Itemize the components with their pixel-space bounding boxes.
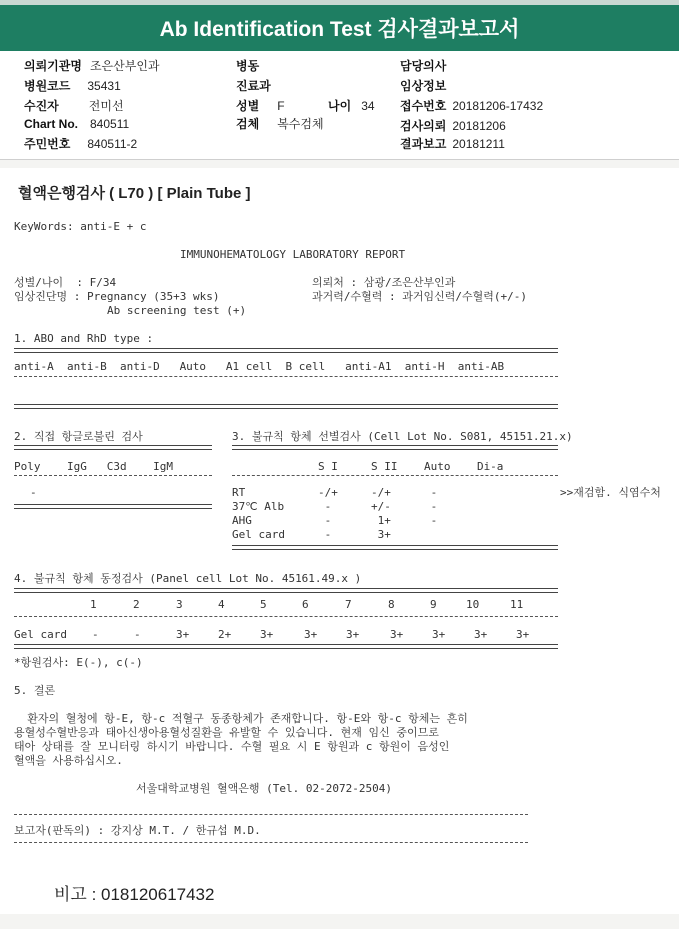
panel-value: - [92,628,99,641]
hospital-line: 서울대학교병원 혈액은행 (Tel. 02-2072-2504) [136,782,392,795]
remarks-note: 비고 : 018120617432 [54,885,215,904]
lab-report-title: IMMUNOHEMATOLOGY LABORATORY REPORT [180,248,406,261]
chart-no-field: Chart No. 840511 [24,117,130,131]
conclusion-heading: 5. 결론 [14,684,56,697]
conclusion-line: 혈액을 사용하십시오. [14,754,123,767]
report-title-bar [0,0,679,51]
hospital-code-field: 병원코드 35431 [24,79,121,93]
panel-value: - [134,628,141,641]
panel-value: 3+ [176,628,190,641]
clinical-info-field: 임상정보 [400,79,447,93]
panel-number: 5 [260,598,267,611]
screening-line: Ab screening test (+) [107,304,247,317]
hospital-name-field: 의뢰기관명 조은산부인과 [24,59,160,73]
screen-note: >>재검함. 식염수처 [560,486,661,499]
screen-heading: 3. 불규칙 항체 선별검사 (Cell Lot No. S081, 45151.21.x) [232,430,573,443]
department-field: 진료과 [236,79,271,93]
doctor-field: 담당의사 [400,59,447,73]
sex-age-line: 성별/나이 : F/34 [14,276,117,289]
age-field: 나이 34 [328,99,375,113]
panel-row-label: Gel card [14,628,67,641]
divider [14,348,558,353]
ward-field: 병동 [236,59,260,73]
panel-number: 1 [90,598,97,611]
screen-row-label: 37℃ Alb [232,500,285,513]
receipt-no-field: 접수번호 20181206-17432 [400,99,544,113]
dat-heading: 2. 직접 항글로불린 검사 [14,430,143,443]
panel-number: 2 [133,598,140,611]
sex-field: 성별 F [236,99,285,113]
panel-value: 3+ [260,628,274,641]
divider [14,475,212,476]
panel-heading: 4. 불규칙 항체 동정검사 (Panel cell Lot No. 45161.49.x ) [14,572,362,585]
screen-row-label: RT [232,486,246,499]
panel-number: 6 [302,598,309,611]
request-date-field: 검사의뢰 20181206 [400,119,506,133]
dat-value: - [30,486,37,499]
screen-row-values: -/+ -/+ - [318,486,438,499]
resident-no-field: 주민번호 840511-2 [24,137,138,151]
panel-value: 3+ [474,628,488,641]
panel-number: 8 [388,598,395,611]
divider [232,445,558,450]
divider [232,475,558,476]
panel-value: 3+ [432,628,446,641]
report-date-field: 결과보고 20181211 [400,137,505,151]
screen-row-values: - 3+ [318,528,391,541]
patient-name-field: 수진자 전미선 [24,99,124,113]
panel-value: 2+ [218,628,232,641]
divider [14,616,558,617]
panel-number: 10 [466,598,480,611]
dat-columns: Poly IgG C3d IgM [14,460,173,473]
screen-row-label: Gel card [232,528,285,541]
referrer-line: 의뢰처 : 삼광/조은산부인과 [312,276,456,289]
divider [14,842,528,843]
divider [14,588,558,593]
panel-value: 3+ [304,628,318,641]
conclusion-line: 환자의 혈청에 항-E, 항-c 적혈구 동종항체가 존재합니다. 항-E와 항-c 항체는 흔히 [14,712,468,725]
section-title: 혈액은행검사 ( L70 ) [ Plain Tube ] [18,185,251,202]
panel-number: 4 [218,598,225,611]
conclusion-line: 태아 상태를 잘 모니터링 하시기 바랍니다. 수혈 필요 시 E 항원과 c 항원이 음성인 [14,740,450,753]
keywords: KeyWords: anti-E + c [14,220,147,233]
panel-value: 3+ [346,628,360,641]
panel-value: 3+ [390,628,404,641]
divider [14,504,212,509]
panel-number: 3 [176,598,183,611]
divider [232,545,558,550]
conclusion-line: 용혈성수혈반응과 태아신생아용혈성질환을 유발할 수 있습니다. 현재 임신 중이므로 [14,726,439,739]
patient-info-header [0,51,679,160]
report-title: Ab Identification Test 검사결과보고서 [159,18,520,41]
report-body [0,168,679,914]
screen-row-values: - +/- - [318,500,438,513]
reporter-line: 보고자(판독의) : 강지상 M.T. / 한규섭 M.D. [14,824,261,837]
abo-heading: 1. ABO and RhD type : [14,332,154,345]
panel-value: 3+ [516,628,530,641]
divider [14,644,558,649]
panel-number: 7 [345,598,352,611]
screen-row-label: AHG [232,514,252,527]
diagnosis-line: 임상진단명 : Pregnancy (35+3 wks) [14,290,220,303]
divider [14,376,558,377]
specimen-field: 검체 복수검체 [236,117,324,131]
screen-columns: S I S II Auto Di-a [318,460,504,473]
screen-row-values: - 1+ - [318,514,438,527]
abo-columns: anti-A anti-B anti-D Auto A1 cell B cell anti-A1 anti-H anti-AB [14,360,505,373]
divider [14,814,528,815]
divider [14,445,212,450]
panel-number: 9 [430,598,437,611]
antigen-test-line: *항원검사: E(-), c(-) [14,656,143,669]
history-line: 과거력/수혈력 : 과거임신력/수혈력(+/-) [312,290,527,303]
divider [14,404,558,409]
panel-number: 11 [510,598,524,611]
